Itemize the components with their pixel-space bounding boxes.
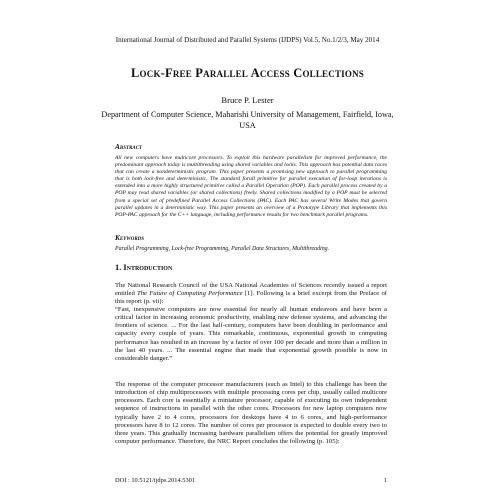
nrc-quote: “Fast, inexpensive computers are now essential for nearly all human endeavors and have been a critical factor in increasing economic productivity, enabling new defense systems, and advancing the frontiers of science. ... For the last half-century, computers have been doubling in performance and capacity every couple of years. This remarkable, continuous, exponential growth in computing performance has resulted in an increase by a factor of over 100 per decade and more than a million in the last 40 years. ... The essential engine that made that exponential growth possible is now in considerable danger.” bbox=[115, 306, 387, 362]
keywords-heading: Keywords bbox=[115, 233, 145, 242]
doi-footer: DOI : 10.5121/ijdps.2014.5301 bbox=[115, 477, 196, 484]
page-number: 1 bbox=[383, 477, 387, 484]
intro-paragraph-2: The response of the computer processor manufacturers (such as Intel) to this challenge has been the introduction of chip multiprocessors with multiple processing cores per chip, usually called multicore processors. Each core is essentially a miniature processor, capable of executing its own independent sequence of instructions in parallel with the other cores. Processors for new laptop computers now typically have 2 to 4 cores, processors for desktops have 4 to 6 cores, and high-performance processors have 8 to 12 cores. The number of cores per processor is expected to double every two to three years. This gradually increasing hardware parallelism offers the potential for greatly improved computer performance. Therefore, the NRC Report concludes the following (p. 105): bbox=[115, 381, 387, 446]
journal-header: International Journal of Distributed and Parallel Systems (IJDPS) Vol.5, No.1/2/3, May 2014 bbox=[115, 36, 380, 44]
abstract-text: All new computers have multicore processors. To exploit this hardware parallelism for improved performance, the predominant approach today is multithreading using shared variables and locks. This approach has potential data races that can create a nondeterministic program. This paper presents a promising new approach to parallel programming that is both lock-free and deterministic. The standard forall primitive for parallel execution of for-loop iterations is extended into a more highly structured primitive called a Parallel Operation (POP). Each parallel process created by a POP may read shared variables (or shared collections) freely. Shared collections modified by a POP must be selected from a special set of predefined Parallel Access Collections (PAC). Each PAC has several Write Modes that govern parallel updates in a deterministic way. This paper presents an overview of a Prototype Library that implements this POP-PAC approach for the C++ language, including performance results for two benchmark parallel programs. bbox=[115, 155, 387, 218]
author-name: Bruce P. Lester bbox=[221, 95, 274, 105]
intro-paragraph-1 bbox=[115, 282, 387, 306]
intro-paragraph-1-start: The National Research Council of the USA National Academies of Sciences recently issued a report entitled bbox=[115, 282, 387, 298]
author-affiliation: Department of Computer Science, Maharishi University of Management, Fairfield, Iowa, USA bbox=[101, 110, 394, 130]
keywords-text: Parallel Programming, Lock-free Programming, Parallel Data Structures, Multithreading. bbox=[115, 246, 330, 252]
abstract-heading: Abstract bbox=[115, 142, 143, 151]
report-title: The Future of Computing Performance bbox=[137, 290, 243, 298]
section-heading-introduction: 1. Introduction bbox=[115, 263, 173, 272]
intro-paragraph-1-end: [1]. Following is a brief excerpt from the Preface of this report (p. vii): bbox=[115, 290, 387, 306]
paper-title: Lock-Free Parallel Access Collections bbox=[131, 66, 364, 80]
